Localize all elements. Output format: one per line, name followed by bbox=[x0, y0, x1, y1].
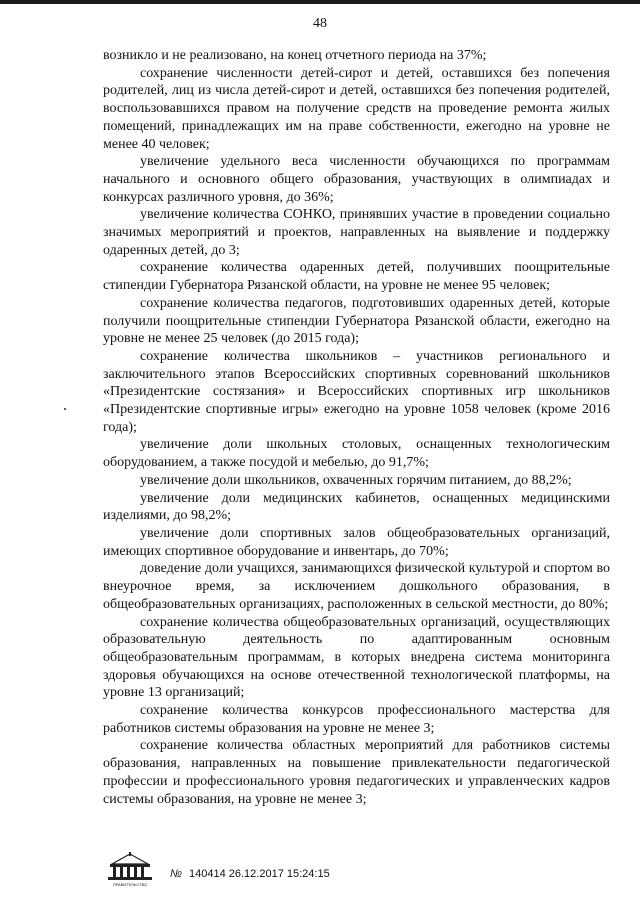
paragraph: сохранение количества общеобразовательных организаций, осуществляющих образовательную деятельность по адаптированным основным общеобразовательным программам, в которых внедрена система мониторинга здоровья обучающихся на основе отечественной технологической платформы, на уровне 13 организаций; bbox=[103, 614, 610, 701]
paragraph: возникло и не реализовано, на конец отчетного периода на 37%; bbox=[103, 48, 487, 63]
svg-text:ПРАВИТЕЛЬСТВО: ПРАВИТЕЛЬСТВО bbox=[112, 882, 148, 887]
paragraph: сохранение количества одаренных детей, получивших поощрительные стипендии Губернатора Рязанской области, на уровне не менее 95 человек; bbox=[103, 260, 610, 294]
government-building-logo-icon bbox=[100, 852, 160, 888]
paragraph: увеличение доли школьных столовых, оснащенных технологическим оборудованием, а также посудой и мебелью, до 91,7%; bbox=[103, 437, 610, 471]
document-number: 140414 bbox=[188, 868, 226, 880]
document-body bbox=[103, 47, 610, 808]
paragraph: сохранение количества конкурсов профессионального мастерства для работников системы образования на уровне не менее 3; bbox=[103, 703, 610, 736]
page-top-edge bbox=[0, 0, 640, 4]
paragraph: увеличение доли школьников, охваченных горячим питанием, до 88,2%; bbox=[140, 472, 572, 488]
paragraph: сохранение количества педагогов, подготовивших одаренных детей, которые получили поощрительные стипендии Губернатора Рязанской области, ежегодно на уровне не менее 25 человек (до 2015 года); bbox=[103, 295, 610, 347]
page-number: 48 bbox=[313, 16, 327, 31]
document-stamp bbox=[170, 868, 330, 881]
document-footer bbox=[100, 852, 430, 892]
paragraph: увеличение доли медицинских кабинетов, оснащенных медицинскими изделиями, до 98,2%; bbox=[103, 490, 610, 524]
paragraph: увеличение доли спортивных залов общеобразовательных организаций, имеющих спортивное оборудование и инвентарь, до 70%; bbox=[103, 525, 610, 559]
paragraph: доведение доли учащихся, занимающихся физической культурой и спортом во внеурочное время, за исключением дошкольного образования, в общеобразовательных организациях, расположенных в сельской местности, до 80%; bbox=[103, 561, 610, 612]
margin-mark bbox=[64, 408, 66, 410]
document-timestamp: 26.12.2017 15:24:15 bbox=[228, 868, 330, 880]
paragraph: сохранение количества областных мероприятий для работников системы образования, направленных на повышение привлекательности педагогической профессии и профессионального уровня педагогических и управленческих кадров системы образования, на уровне не менее 3; bbox=[103, 738, 610, 807]
paragraph: сохранение количества школьников – участников регионального и заключительного этапов Всероссийских спортивных соревнований школьников «Президентские состязания» и Всероссийских спортивных игр школьников «Президентские спортивные игры» ежегодно на уровне 1058 человек (кроме 2016 года); bbox=[103, 348, 610, 435]
number-symbol: № bbox=[170, 868, 182, 880]
paragraph: увеличение количества СОНКО, принявших участие в проведении социально значимых мероприятий и проектов, направленных на выявление и поддержку одаренных детей, до 3; bbox=[103, 207, 610, 258]
paragraph: увеличение удельного веса численности обучающихся по программам начального и основного общего образования, участвующих в олимпиадах и конкурсах различного уровня, до 36%; bbox=[103, 154, 610, 205]
paragraph: сохранение численности детей-сирот и детей, оставшихся без попечения родителей, лиц из числа детей-сирот и детей, оставшихся без попечения родителей, воспользовавшихся правом на получение средств на проведение ремонта жилых помещений, принадлежащих им на праве собственности, ежегодно на уровне не менее 40 человек; bbox=[103, 65, 610, 152]
